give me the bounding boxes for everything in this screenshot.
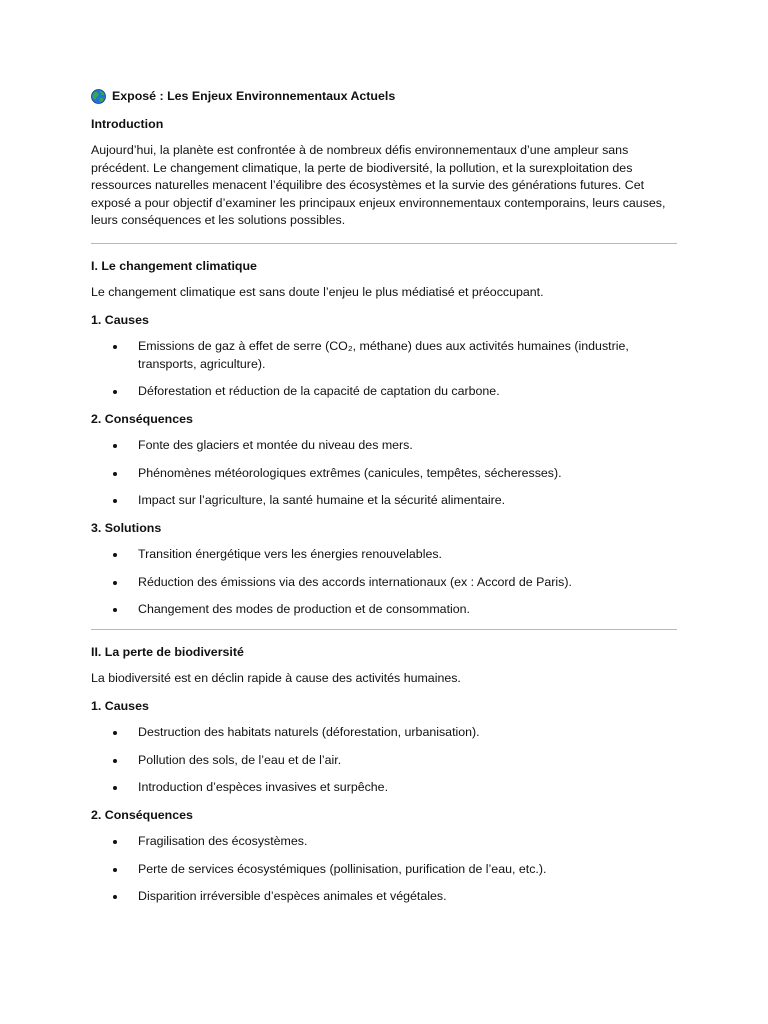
section-1-heading: I. Le changement climatique (91, 258, 257, 273)
bullet-icon (113, 786, 117, 790)
bullet-icon (113, 345, 117, 349)
globe-icon (91, 89, 106, 104)
list-item: Impact sur l’agriculture, la santé humaine et la sécurité alimentaire. (91, 492, 677, 510)
section-1-consequences-heading: 2. Conséquences (91, 411, 193, 426)
list-item: Pollution des sols, de l’eau et de l’air. (91, 752, 677, 770)
document-title (91, 88, 677, 106)
section-2-heading: II. La perte de biodiversité (91, 644, 244, 659)
section-1-solutions-list (91, 546, 677, 619)
intro-heading: Introduction (91, 116, 164, 131)
list-item: Introduction d’espèces invasives et surpêche. (91, 779, 677, 797)
bullet-icon (113, 553, 117, 557)
intro-paragraph: Aujourd’hui, la planète est confrontée à de nombreux défis environnementaux d’une ampleur sans précédent. Le changement climatique, la perte de biodiversité, la pollution, et la surexploitation des ressources naturelles menacent l’équilibre des écosystèmes et la survie des générations futures. Cet exposé a pour objectif d’examiner les principaux enjeux environnementaux contemporains, leurs causes, leurs conséquences et les solutions possibles. (91, 143, 666, 227)
list-item: Transition énergétique vers les énergies renouvelables. (91, 546, 677, 564)
bullet-icon (113, 581, 117, 585)
list-item: Réduction des émissions via des accords internationaux (ex : Accord de Paris). (91, 574, 677, 592)
section-1-causes-list (91, 338, 677, 401)
section-2-lead: La biodiversité est en déclin rapide à cause des activités humaines. (91, 671, 461, 685)
section-2-causes-heading: 1. Causes (91, 698, 149, 713)
bullet-icon (113, 868, 117, 872)
list-item: Phénomènes météorologiques extrêmes (canicules, tempêtes, sécheresses). (91, 465, 677, 483)
bullet-icon (113, 895, 117, 899)
list-item: Disparition irréversible d’espèces animales et végétales. (91, 888, 677, 906)
list-item: Fragilisation des écosystèmes. (91, 833, 677, 851)
bullet-icon (113, 390, 117, 394)
section-1-lead: Le changement climatique est sans doute l’enjeu le plus médiatisé et préoccupant. (91, 285, 544, 299)
list-item: Emissions de gaz à effet de serre (CO₂, méthane) dues aux activités humaines (industrie, transports, agriculture). (91, 338, 677, 373)
section-divider (91, 243, 677, 244)
list-item: Fonte des glaciers et montée du niveau des mers. (91, 437, 677, 455)
list-item: Destruction des habitats naturels (déforestation, urbanisation). (91, 724, 677, 742)
bullet-icon (113, 499, 117, 503)
bullet-icon (113, 759, 117, 763)
bullet-icon (113, 472, 117, 476)
section-divider (91, 629, 677, 630)
section-2-consequences-list (91, 833, 677, 906)
section-2-causes-list (91, 724, 677, 797)
list-item: Déforestation et réduction de la capacité de captation du carbone. (91, 383, 677, 401)
section-2-consequences-heading: 2. Conséquences (91, 807, 193, 822)
section-1-consequences-list (91, 437, 677, 510)
section-1-solutions-heading: 3. Solutions (91, 520, 162, 535)
bullet-icon (113, 840, 117, 844)
list-item: Perte de services écosystémiques (pollinisation, purification de l’eau, etc.). (91, 861, 677, 879)
bullet-icon (113, 731, 117, 735)
list-item: Changement des modes de production et de consommation. (91, 601, 677, 619)
bullet-icon (113, 608, 117, 612)
document-title-text: Exposé : Les Enjeux Environnementaux Actuels (112, 89, 396, 103)
bullet-icon (113, 444, 117, 448)
section-1-causes-heading: 1. Causes (91, 312, 149, 327)
